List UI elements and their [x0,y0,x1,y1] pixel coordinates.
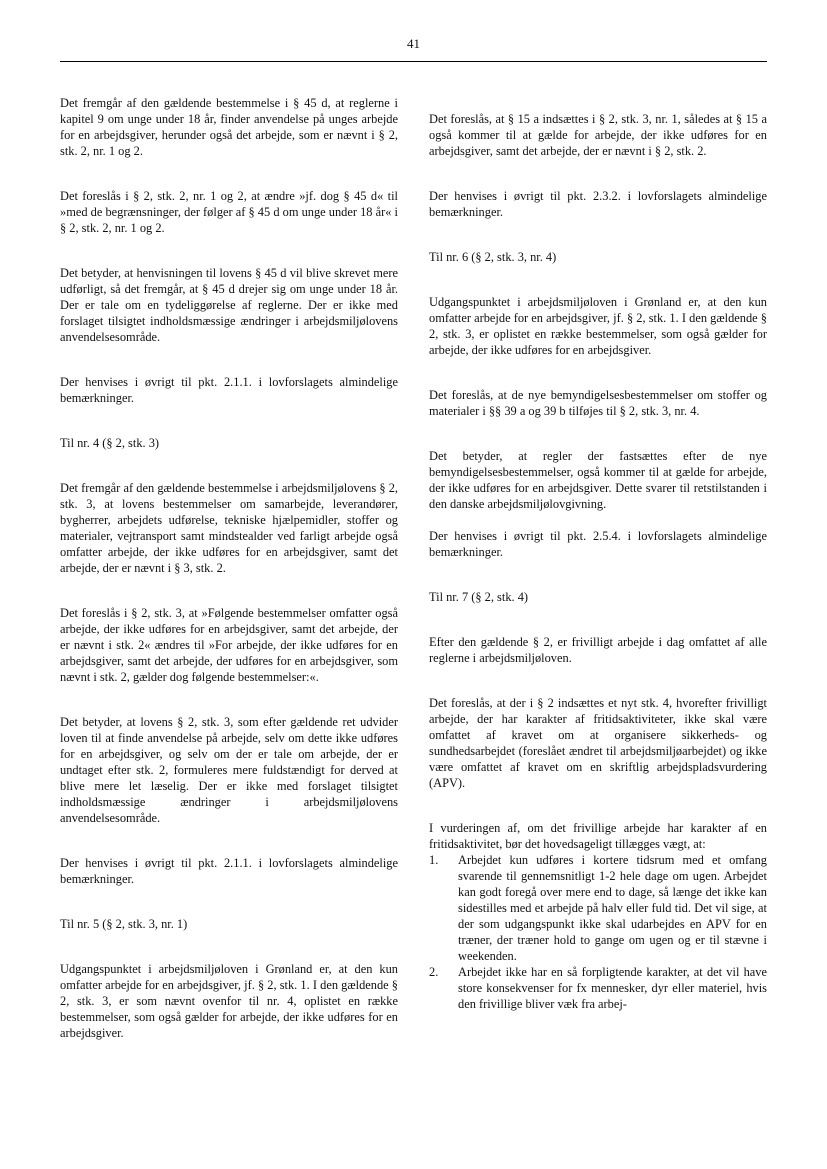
criteria-list [429,852,767,1012]
section-heading: Til nr. 6 (§ 2, stk. 3, nr. 4) [429,250,557,264]
right-column [429,111,767,1012]
list-item [429,852,767,964]
paragraph: Det betyder, at henvisningen til lovens § 45 d vil blive skrevet mere udførligt, så det fremgår, at § 45 d drejer sig om unge under 18 år. Der er tale om en tydeliggørelse af reglerne. Der er ikke med forslaget tilsigtet indholdsmæssige ændringer i arbejdsmiljølovens anvendelsesområde. [60,266,398,344]
section-heading: Til nr. 4 (§ 2, stk. 3) [60,436,160,450]
list-item-number: 2. [429,965,439,979]
paragraph: Udgangspunktet i arbejdsmiljøloven i Grønland er, at den kun omfatter arbejde for en arbejdsgiver, jf. § 2, stk. 1. I den gældende § 2, stk. 3, er oplistet en række bestemmelser, som også gælder for arbejde, der ikke udføres for en arbejdsgiver. [429,295,767,357]
paragraph: Det foreslås, at § 15 a indsættes i § 2, stk. 3, nr. 1, således at § 15 a også kommer til at gælde for arbejde, der ikke udføres for en arbejdsgiver, samt det arbejde, der er nævnt i § 2, stk. 2. [429,112,767,158]
paragraph: Det foreslås, at de nye bemyndigelsesbestemmelser om stoffer og materialer i §§ 39 a og 39 b tilføjes til § 2, stk. 3, nr. 4. [429,388,767,418]
paragraph: Der henvises i øvrigt til pkt. 2.1.1. i lovforslagets almindelige bemærkninger. [60,856,398,886]
list-item-number: 1. [429,853,439,867]
paragraph: Det betyder, at regler der fastsættes efter de nye bemyndigelsesbestemmelser, også kommer til at gælde for arbejde, der ikke udføres for en arbejdsgiver. Dette svarer til retstilstanden i den danske arbejdsmiljølovgivning. [429,449,767,511]
paragraph: Det fremgår af den gældende bestemmelse i arbejdsmiljølovens § 2, stk. 3, at lovens bestemmelser om samarbejde, leverandører, bygherrer, arbejdets udførelse, tekniske hjælpemidler, stoffer og materialer, vejtransport samt mindstealder ved farligt arbejde også omfatter arbejde, der ikke udføres for en arbejdsgiver, samt det arbejde, der er nævnt i § 3, stk. 2. [60,481,398,575]
paragraph: Det foreslås i § 2, stk. 3, at »Følgende bestemmelser omfatter også arbejde, der ikke udføres for en arbejdsgiver, samt det arbejde, der er nævnt i stk. 2« ændres til »For arbejde, der ikke udføres for en arbejdsgiver, samt det arbejde, der udføres for en arbejdsgiver, som nævnt i stk. 2, gælder dog følgende bestemmelser:«. [60,606,398,684]
paragraph: Der henvises i øvrigt til pkt. 2.5.4. i lovforslagets almindelige bemærkninger. [429,529,767,559]
paragraph: Efter den gældende § 2, er frivilligt arbejde i dag omfattet af alle reglerne i arbejdsmiljøloven. [429,635,767,665]
paragraph: I vurderingen af, om det frivillige arbejde har karakter af en fritidsaktivitet, bør det hovedsageligt tillægges vægt, at: [429,821,767,851]
section-heading: Til nr. 5 (§ 2, stk. 3, nr. 1) [60,917,188,931]
page-number: 41 [407,36,420,51]
paragraph: Det foreslås i § 2, stk. 2, nr. 1 og 2, at ændre »jf. dog § 45 d« til »med de begrænsninger, der følger af § 45 d om unge under 18 år« i § 2, stk. 2, nr. 1 og 2. [60,189,398,235]
left-column [60,95,398,1041]
paragraph: Det betyder, at lovens § 2, stk. 3, som efter gældende ret udvider loven til at finde anvendelse på arbejde, selv om dette ikke udføres for en arbejdsgiver, og selv om der er tale om arbejde, der er undtaget efter stk. 2, formuleres mere fuldstændigt for derved at blive mere let læselig. Der er ikke med forslaget tilsigtet indholdsmæssige ændringer i arbejdsmiljølovens anvendelsesområde. [60,715,398,825]
header-rule [60,61,767,62]
section-heading: Til nr. 7 (§ 2, stk. 4) [429,590,529,604]
list-item [429,964,767,1012]
list-item-text: Arbejdet kun udføres i kortere tidsrum med et omfang svarende til gennemsnitligt 1-2 hele dage om ugen. Arbejdet kan godt foregå over mere end to dage, så længe det ikke kan sidestilles med et arbejde på halv eller fuld tid. Det vil sige, at der som udgangspunkt ikke skal udarbejdes en APV for en træner, der træner hold to gange om ugen og er til stævne i weekenden. [458,853,767,963]
paragraph: Der henvises i øvrigt til pkt. 2.1.1. i lovforslagets almindelige bemærkninger. [60,375,398,405]
paragraph: Udgangspunktet i arbejdsmiljøloven i Grønland er, at den kun omfatter arbejde for en arbejdsgiver, jf. § 2, stk. 1. I den gældende § 2, stk. 3, er som nævnt ovenfor til nr. 4, oplistet en række bestemmelser, som også gælder for arbejde, der ikke udføres for en arbejdsgiver. [60,962,398,1040]
paragraph: Der henvises i øvrigt til pkt. 2.3.2. i lovforslagets almindelige bemærkninger. [429,189,767,219]
paragraph: Det fremgår af den gældende bestemmelse i § 45 d, at reglerne i kapitel 9 om unge under 18 år, finder anvendelse på unges arbejde for en arbejdsgiver, herunder også det arbejde, som er nævnt i § 2, stk. 2, nr. 1 og 2. [60,96,398,158]
paragraph: Det foreslås, at der i § 2 indsættes et nyt stk. 4, hvorefter frivilligt arbejde, der har karakter af fritidsaktiviteter, ikke skal være omfattet af kravet om at organisere sikkerheds- og sundhedsarbejdet (foreslået ændret til arbejdsmiljøarbejdet) og ikke være omfattet af kravet om en skriftlig arbejdspladsvurdering (APV). [429,696,767,790]
list-item-text: Arbejdet ikke har en så forpligtende karakter, at det vil have store konsekvenser for fx mennesker, dyr eller materiel, hvis den frivillige bliver væk fra arbej- [458,965,767,1011]
